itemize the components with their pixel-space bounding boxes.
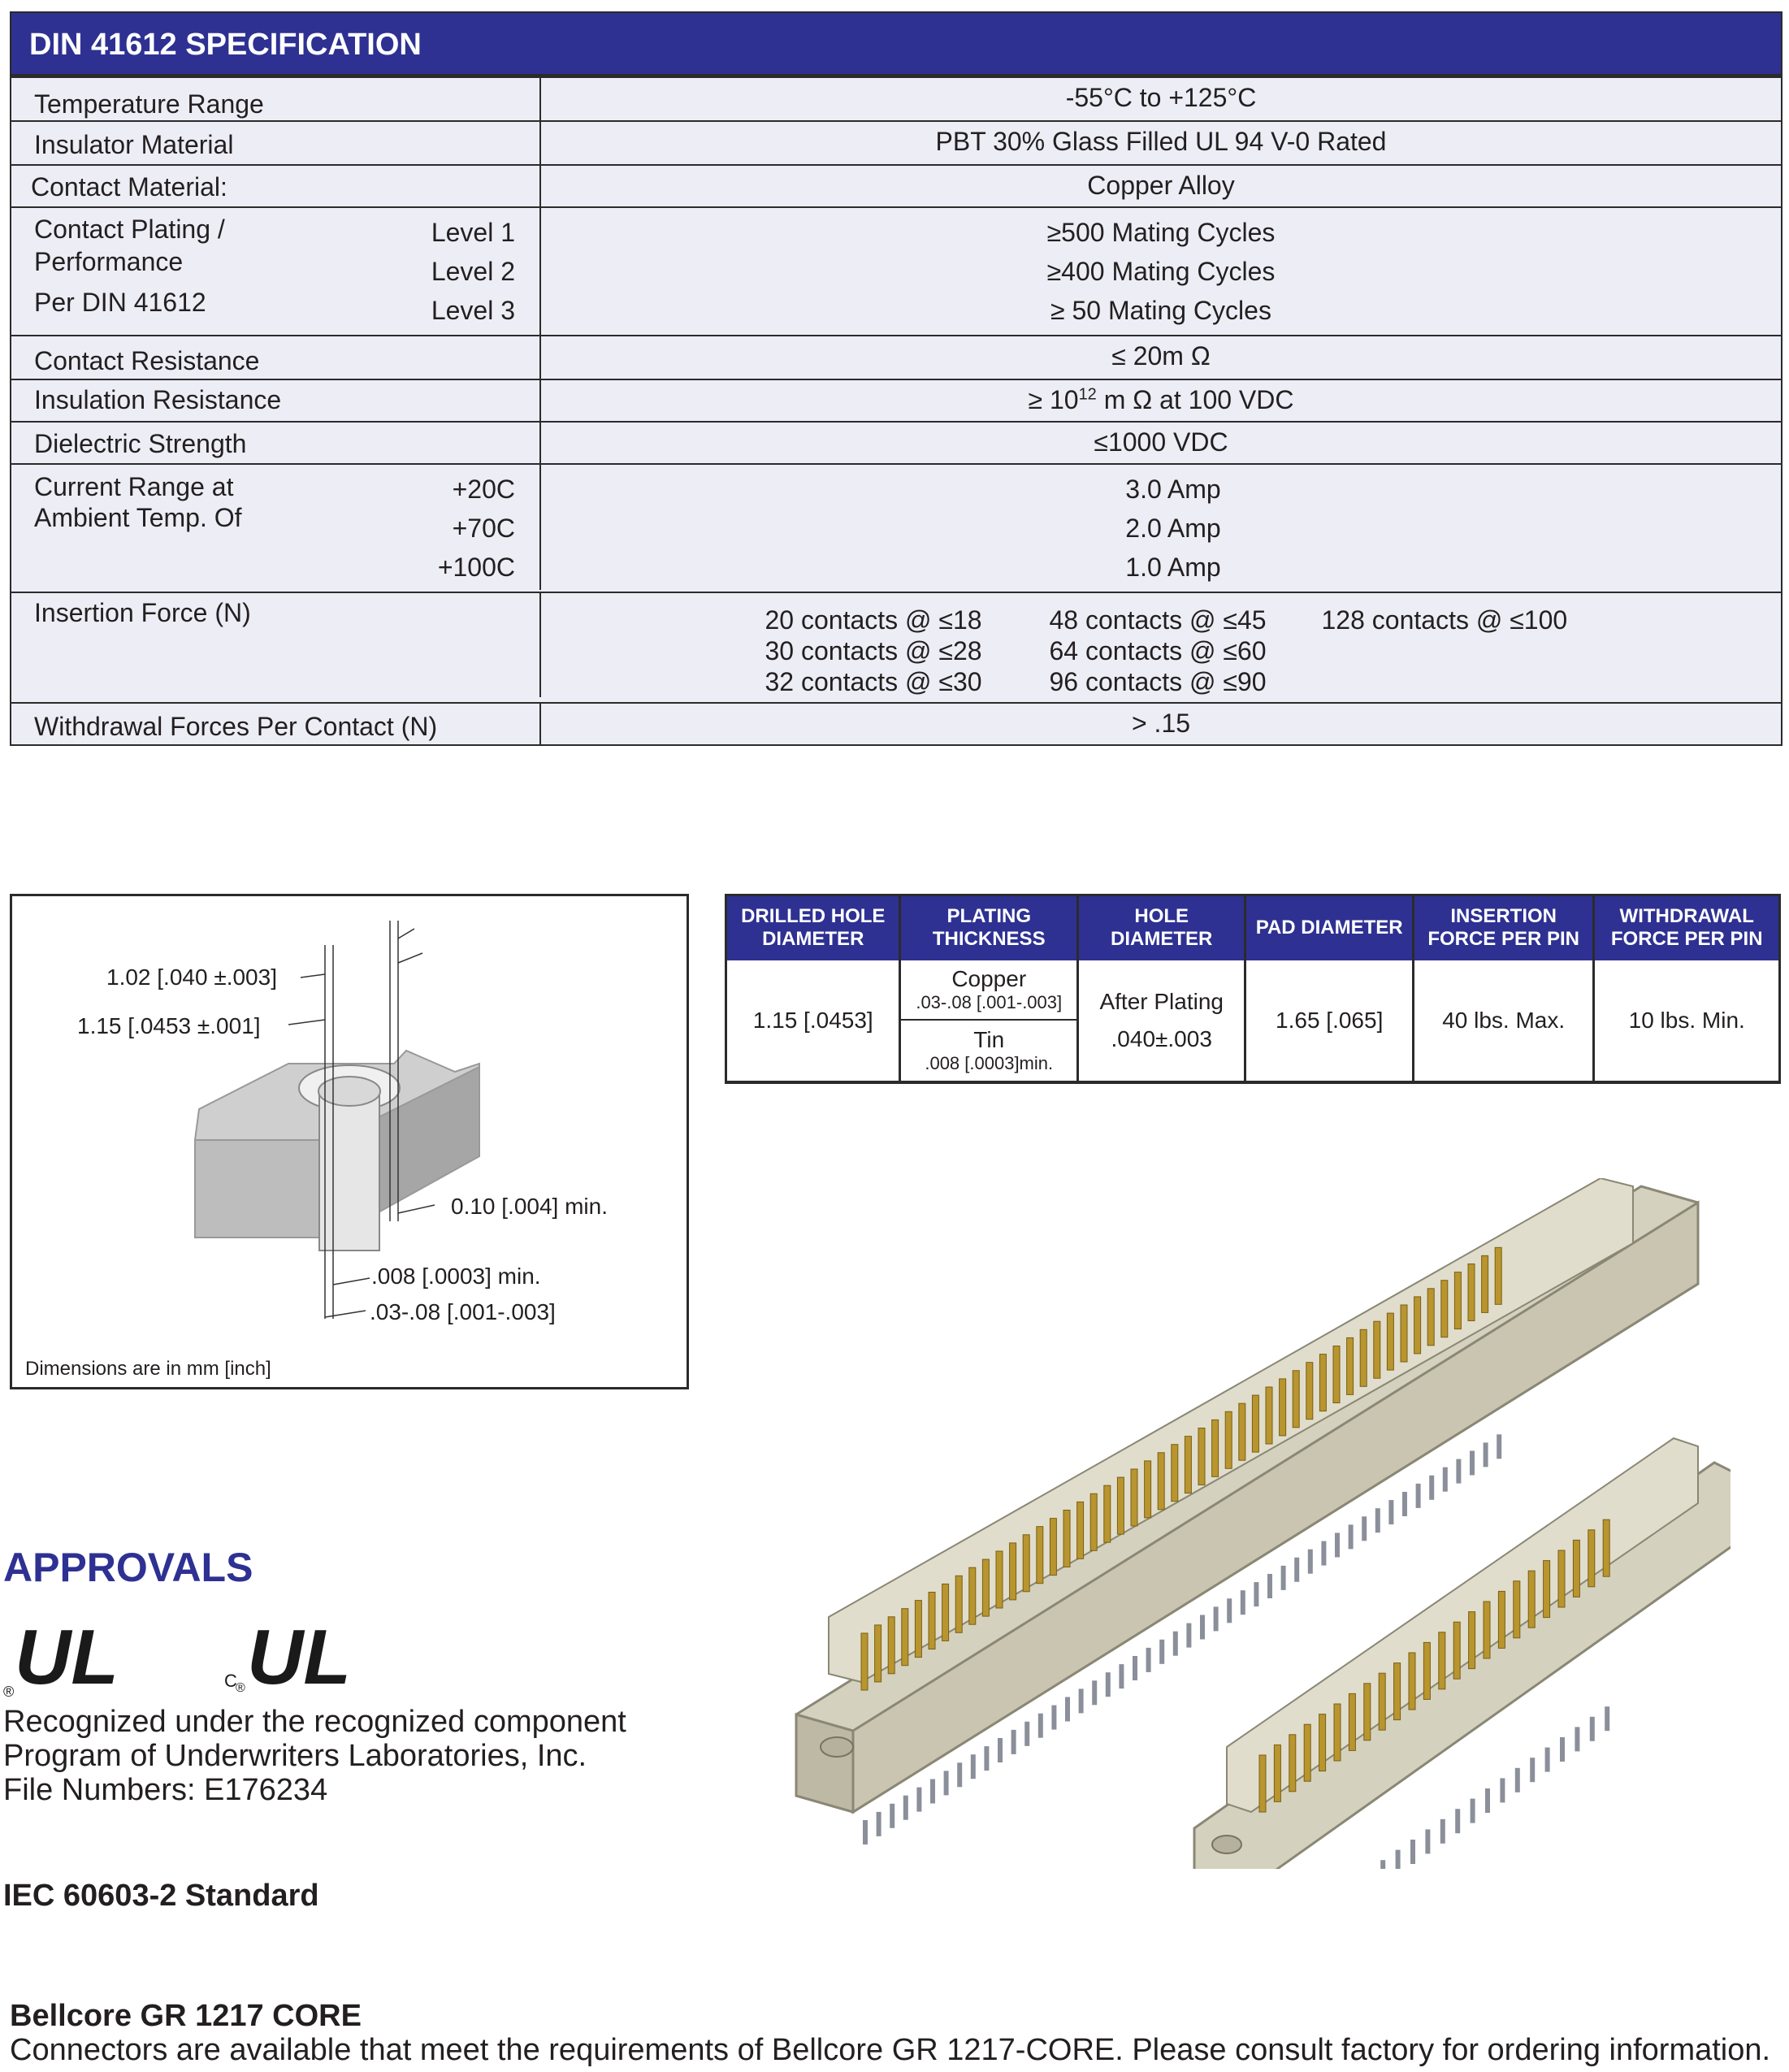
connector-pin	[1333, 1346, 1340, 1403]
connector-tail	[1267, 1574, 1272, 1598]
connector-tail	[1485, 1788, 1490, 1813]
connector-pin	[982, 1559, 989, 1616]
pcb-withdrawal: 10 lbs. Min.	[1594, 960, 1780, 1082]
connector-pin	[1468, 1264, 1475, 1321]
connector-pin	[1364, 1684, 1371, 1740]
spec-value: ≤ 20m Ω	[1111, 341, 1211, 371]
connector-pin	[1360, 1329, 1367, 1386]
connector-tail	[1254, 1582, 1258, 1606]
connector-pin	[1484, 1602, 1490, 1658]
connector-illustration	[788, 1178, 1731, 1869]
connector-pin	[1588, 1530, 1595, 1587]
insertion-cell: 20 contacts @ ≤18	[765, 605, 982, 635]
connector-pin	[1117, 1477, 1124, 1534]
connector-pin	[1274, 1745, 1280, 1801]
connector-tail	[1038, 1714, 1043, 1738]
connector-pin	[915, 1601, 921, 1658]
approvals-line: File Numbers: E176234	[3, 1773, 328, 1807]
connector-tail	[1515, 1768, 1520, 1792]
connector-pin	[1198, 1428, 1205, 1485]
connector-tail	[1575, 1727, 1579, 1751]
connector-tail	[1402, 1492, 1407, 1516]
connector-pin	[1427, 1289, 1434, 1346]
connector-pin	[1469, 1612, 1475, 1669]
connector-pin	[1306, 1363, 1313, 1420]
approvals-title: APPROVALS	[3, 1545, 253, 1590]
connector-pin	[1414, 1297, 1421, 1354]
connector-pin	[1387, 1313, 1393, 1370]
connector-tail	[944, 1771, 949, 1795]
pcb-insertion: 40 lbs. Max.	[1413, 960, 1594, 1082]
connector-tail	[957, 1762, 962, 1787]
connector-tail	[1362, 1516, 1367, 1541]
insertion-cell	[1322, 635, 1590, 666]
insertion-cell: 64 contacts @ ≤60	[1049, 636, 1267, 665]
connector-tail	[1186, 1623, 1191, 1648]
connector-pin	[1010, 1543, 1016, 1600]
connector-pin	[1304, 1724, 1310, 1781]
connector-pin	[1212, 1420, 1219, 1476]
connector-tail	[971, 1754, 976, 1779]
connector-pin	[1319, 1714, 1326, 1771]
plating-copper	[901, 960, 1076, 1021]
current-temps	[438, 470, 515, 587]
iec-standard: IEC 60603-2 Standard	[3, 1879, 319, 1913]
connector-pin	[1252, 1395, 1258, 1452]
connector-pin	[1145, 1461, 1151, 1518]
connector-pin	[1172, 1445, 1178, 1502]
spec-row-plating	[11, 206, 1781, 335]
connector-tail	[1440, 1819, 1445, 1844]
connector-pin	[1239, 1403, 1245, 1460]
plating-copper-value: .03-.08 [.001-.003]	[916, 991, 1063, 1012]
cul-registered: ®	[236, 1681, 245, 1695]
ir-exponent: 12	[1078, 385, 1097, 404]
connector-pin	[902, 1609, 908, 1666]
plating-level: Level 1	[431, 218, 515, 247]
connector-tail	[1375, 1508, 1380, 1532]
pcb-data-row	[726, 960, 1780, 1082]
connector-tail	[1425, 1829, 1430, 1853]
connector-tail	[1011, 1730, 1016, 1754]
connector-tail	[930, 1779, 935, 1804]
connector-pin	[1104, 1485, 1111, 1542]
connector-tail	[1429, 1476, 1434, 1500]
connector-pin	[1266, 1387, 1272, 1444]
connector-tail	[916, 1788, 921, 1812]
plating-label-1: Contact Plating /	[34, 215, 225, 244]
connector-tail	[1545, 1748, 1550, 1772]
connector-tail	[1471, 1799, 1475, 1823]
connector-tail	[1396, 1850, 1401, 1869]
connector-tail	[1200, 1615, 1205, 1640]
connector-tail	[1410, 1840, 1415, 1864]
connector-tail	[1443, 1467, 1448, 1492]
connector-tail	[863, 1820, 868, 1844]
spec-row-contact-material	[11, 164, 1781, 206]
connector-pin	[1409, 1653, 1415, 1710]
approvals-section	[3, 1544, 626, 1807]
connector-tail	[998, 1738, 1003, 1762]
plating-tin-value: .008 [.0003]min.	[925, 1052, 1054, 1073]
spec-row-temperature	[11, 76, 1781, 120]
spec-label: Insulator Material	[11, 122, 541, 164]
spec-row-current	[11, 463, 1781, 592]
pcb-header: DRILLED HOLE DIAMETER	[726, 895, 900, 960]
connector-tail	[890, 1804, 894, 1828]
connector-pin	[1453, 1622, 1460, 1679]
insertion-cell: 32 contacts @ ≤30	[765, 667, 982, 696]
current-value: 3.0 Amp	[1125, 475, 1221, 504]
plating-value: ≥ 50 Mating Cycles	[1050, 296, 1271, 325]
connector-tail	[1281, 1566, 1286, 1590]
connector-tail	[1092, 1680, 1097, 1705]
spec-label-plating	[11, 208, 541, 335]
connector-pin	[861, 1633, 868, 1690]
ul-mark: UL	[15, 1617, 119, 1698]
dim-label: 1.02 [.040 ±.003]	[106, 964, 277, 990]
connector-tail	[903, 1796, 908, 1820]
cul-mark: UL	[247, 1617, 351, 1698]
connector-pin	[1131, 1469, 1137, 1526]
plated-hole-diagram	[10, 894, 689, 1389]
plating-levels	[431, 213, 515, 330]
cul-c: C	[224, 1671, 237, 1691]
connector-tail	[1335, 1533, 1340, 1558]
connector-tail	[1497, 1434, 1501, 1459]
pcb-header: HOLE DIAMETER	[1077, 895, 1245, 960]
connector-pin	[1482, 1255, 1488, 1312]
plating-tin-label: Tin	[973, 1026, 1005, 1052]
din-spec-table	[10, 11, 1783, 746]
connector-pin	[1374, 1321, 1380, 1378]
insertion-cell: 30 contacts @ ≤28	[765, 636, 982, 665]
connector-tail	[1024, 1722, 1029, 1746]
plating-level: Level 2	[431, 257, 515, 286]
connector-pin	[1528, 1571, 1535, 1628]
connector-tail	[1416, 1484, 1421, 1508]
plating-label-3: Per DIN 41612	[34, 288, 206, 317]
connector-pin	[1347, 1337, 1354, 1394]
plating-value: ≥400 Mating Cycles	[1046, 257, 1276, 286]
spec-value: -55°C to +125°C	[1065, 83, 1257, 112]
connector-tail	[1119, 1664, 1124, 1688]
connector-tail	[1133, 1656, 1137, 1680]
insertion-grid	[574, 598, 1781, 697]
pcb-pad: 1.65 [.065]	[1245, 960, 1413, 1082]
connector-pin	[955, 1576, 962, 1632]
pcb-header: PAD DIAMETER	[1245, 895, 1413, 960]
connector-pin	[1037, 1527, 1043, 1584]
spec-label: Insulation Resistance	[11, 380, 541, 421]
connector-tail	[1173, 1632, 1178, 1656]
connector-tail	[1530, 1758, 1535, 1782]
connector-pin	[1063, 1511, 1070, 1567]
connector-tail	[1455, 1809, 1460, 1833]
dimensions-note: Dimensions are in mm [inch]	[25, 1358, 271, 1380]
connector-pin	[1158, 1453, 1164, 1510]
plating-level: Level 3	[431, 296, 515, 325]
approvals-line: Program of Underwriters Laboratories, Inc.	[3, 1739, 587, 1773]
spec-label: Withdrawal Forces Per Contact (N)	[11, 704, 541, 744]
connector-pin	[942, 1584, 949, 1641]
spec-row-withdrawal	[11, 702, 1781, 744]
connector-tail	[984, 1746, 989, 1771]
connector-pin	[1090, 1493, 1097, 1550]
connector-tail	[1159, 1640, 1164, 1664]
spec-row-dielectric	[11, 421, 1781, 463]
dim-label: .03-.08 [.001-.003]	[370, 1299, 556, 1324]
current-value: 1.0 Amp	[1125, 553, 1221, 582]
spec-label: Insertion Force (N)	[11, 593, 541, 697]
approvals-line: Recognized under the recognized component	[3, 1705, 626, 1739]
connector-pin	[1293, 1371, 1299, 1428]
connector-pin	[888, 1617, 894, 1674]
connector-tail	[1146, 1648, 1151, 1672]
connector-pin	[1558, 1550, 1565, 1607]
connector-pin	[1439, 1632, 1445, 1689]
hole-barrel	[319, 1088, 379, 1251]
spec-label-current	[11, 465, 541, 590]
connector-tail	[1214, 1606, 1219, 1631]
board-front	[195, 1140, 333, 1238]
connector-tail	[1227, 1598, 1232, 1623]
spec-value	[541, 380, 1781, 421]
connector-tail	[1380, 1860, 1385, 1869]
connector-pin	[1077, 1502, 1084, 1558]
spec-row-insulator	[11, 120, 1781, 164]
connector-pin	[996, 1551, 1003, 1608]
connector-pin	[1334, 1704, 1341, 1761]
connector-pin	[1454, 1272, 1461, 1329]
spec-label: Dielectric Strength	[11, 423, 541, 463]
connector-pin	[1573, 1540, 1579, 1597]
connector-tail	[1560, 1737, 1565, 1762]
ir-base: ≥ 10	[1028, 385, 1079, 414]
connector-tail	[1388, 1500, 1393, 1524]
insertion-cell: 128 contacts @ ≤100	[1321, 605, 1568, 635]
connector-pin	[1603, 1519, 1609, 1576]
spec-row-insertion	[11, 592, 1781, 702]
plating-values	[541, 208, 1781, 335]
connector-tail	[1321, 1541, 1326, 1566]
connector-pin	[1423, 1642, 1430, 1699]
connector-pin	[875, 1625, 882, 1682]
current-label-1: Current Range at	[34, 472, 234, 501]
spec-value: > .15	[1131, 709, 1191, 738]
current-temp: +70C	[452, 514, 515, 543]
dim-label: .008 [.0003] min.	[371, 1264, 541, 1289]
mount-hole	[1212, 1836, 1241, 1853]
connector-pin	[1495, 1247, 1501, 1304]
ul-registered: ®	[3, 1684, 15, 1698]
dim-label: 1.15 [.0453 ±.001]	[77, 1013, 261, 1038]
current-values	[541, 465, 1781, 592]
connector-tail	[877, 1812, 882, 1836]
connector-pin	[1280, 1379, 1286, 1436]
connector-pin	[1289, 1735, 1296, 1792]
connector-pin	[1319, 1355, 1326, 1411]
connector-pin	[1259, 1755, 1266, 1812]
connector-pin	[1185, 1437, 1191, 1493]
connector-pin	[1394, 1663, 1401, 1720]
pcb-drilled: 1.15 [.0453]	[726, 960, 900, 1082]
ul-logo	[3, 1617, 119, 1698]
pcb-layout-table	[725, 894, 1781, 1084]
connector-tail	[1106, 1672, 1111, 1697]
bellcore-text: Connectors are available that meet the requirements of Bellcore GR 1217-CORE. Please consult factory for ordering information.	[10, 2033, 1771, 2067]
plating-label-2: Performance	[34, 247, 184, 276]
insertion-cell: 96 contacts @ ≤90	[1049, 667, 1267, 696]
cul-logo	[224, 1617, 351, 1698]
spec-row-contact-resistance	[11, 335, 1781, 379]
plating-tin	[901, 1021, 1076, 1081]
spec-label: Contact Resistance	[11, 336, 541, 379]
pcb-table	[725, 894, 1781, 1084]
connector-tail	[1590, 1717, 1595, 1741]
plating-copper-label: Copper	[951, 965, 1027, 991]
connector-tail	[1470, 1451, 1475, 1476]
connector-tail	[1079, 1688, 1084, 1713]
connector-pin	[1225, 1411, 1232, 1468]
spec-value: Copper Alloy	[1087, 171, 1235, 200]
connector-tail	[1605, 1706, 1609, 1731]
pcb-plating	[900, 960, 1078, 1082]
hole-inner	[318, 1077, 380, 1106]
connector-pin	[929, 1593, 935, 1649]
mount-hole	[821, 1737, 853, 1757]
plating-value: ≥500 Mating Cycles	[1046, 218, 1276, 247]
connector-tail	[1308, 1550, 1313, 1574]
connector-pin	[1401, 1305, 1407, 1362]
connector-tail	[1051, 1706, 1056, 1730]
current-temp: +100C	[437, 553, 515, 582]
connector-pin	[1050, 1519, 1056, 1576]
insertion-values	[541, 593, 1781, 702]
ul-logos	[3, 1617, 361, 1698]
bellcore-section	[10, 1999, 1770, 2067]
bellcore-title: Bellcore GR 1217 CORE	[10, 1999, 362, 2033]
ir-rest: m Ω at 100 VDC	[1096, 385, 1294, 414]
connector-tail	[1065, 1697, 1070, 1722]
connector-pin	[1349, 1693, 1355, 1750]
pcb-hole	[1077, 960, 1245, 1082]
connector-tail	[1484, 1442, 1488, 1467]
connector-tail	[1500, 1778, 1505, 1802]
connector-pin	[969, 1567, 976, 1624]
connector-pin	[1441, 1281, 1448, 1337]
connector-tail	[1349, 1524, 1354, 1549]
spec-value: ≤1000 VDC	[1094, 427, 1228, 457]
approvals-text	[3, 1705, 734, 1807]
connector-tail	[1294, 1558, 1299, 1582]
connector-pin	[1498, 1591, 1505, 1648]
spec-label: Temperature Range	[11, 78, 541, 120]
insertion-cell	[1322, 666, 1590, 697]
pcb-header: WITHDRAWAL FORCE PER PIN	[1594, 895, 1780, 960]
connector-pin	[1023, 1535, 1029, 1592]
current-value: 2.0 Amp	[1125, 514, 1221, 543]
connector-tail	[1456, 1459, 1461, 1484]
pcb-header-row	[726, 895, 1780, 960]
connector-pin	[1514, 1581, 1520, 1638]
hole-after: After Plating	[1099, 988, 1224, 1014]
current-temp: +20C	[452, 475, 515, 504]
spec-row-insulation-resistance	[11, 379, 1781, 421]
spec-label: Contact Material:	[11, 166, 541, 206]
spec-title: DIN 41612 SPECIFICATION	[11, 13, 1781, 76]
insertion-cell: 48 contacts @ ≤45	[1049, 605, 1267, 635]
connector-pin	[1379, 1673, 1385, 1730]
connector-pin	[1544, 1561, 1550, 1618]
current-label-2: Ambient Temp. Of	[34, 503, 242, 532]
dim-label: 0.10 [.004] min.	[451, 1194, 609, 1219]
connector-tail	[1241, 1590, 1245, 1615]
spec-value: PBT 30% Glass Filled UL 94 V-0 Rated	[935, 127, 1387, 156]
pcb-header: INSERTION FORCE PER PIN	[1413, 895, 1594, 960]
pcb-header: PLATING THICKNESS	[900, 895, 1078, 960]
hole-value: .040±.003	[1111, 1025, 1212, 1051]
